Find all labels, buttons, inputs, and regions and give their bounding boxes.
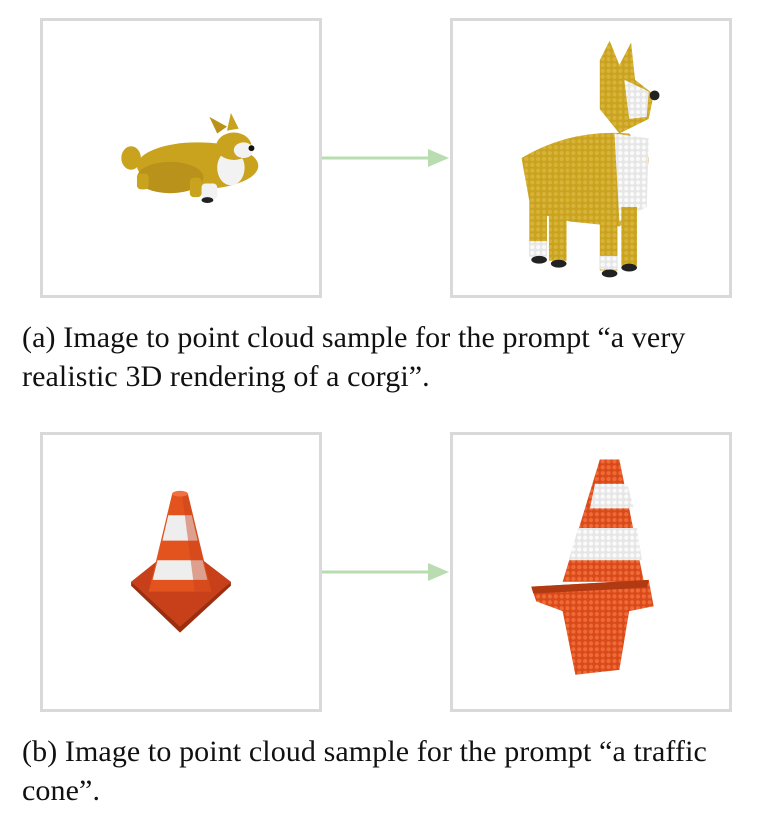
arrow-a-icon — [322, 146, 450, 170]
cone-render-image — [43, 435, 319, 709]
corgi-render-image — [43, 21, 319, 295]
caption-b: (b) Image to point cloud sample for the prompt “a traffic cone”. — [22, 735, 707, 807]
corgi-point-cloud-image — [453, 21, 729, 295]
cone-output-panel — [450, 432, 732, 712]
cone-input-panel — [40, 432, 322, 712]
corgi-input-panel — [40, 18, 322, 298]
cone-point-cloud-image — [453, 435, 729, 709]
arrow-b-icon — [322, 560, 450, 584]
caption-a: (a) Image to point cloud sample for the prompt “a very realistic 3D rendering of a corgi”. — [22, 321, 686, 393]
corgi-output-panel — [450, 18, 732, 298]
